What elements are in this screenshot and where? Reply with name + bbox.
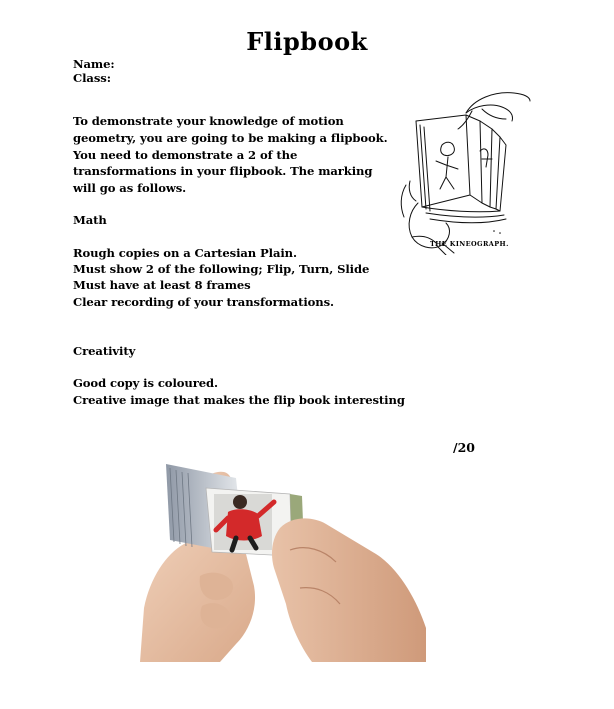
intro-line: To demonstrate your knowledge of motion xyxy=(73,114,344,128)
kinograph-caption: THE KINEOGRAPH. xyxy=(430,240,509,248)
intro-line: will go as follows. xyxy=(73,181,187,195)
math-heading: Math xyxy=(73,213,107,227)
creativity-item: Creative image that makes the flip book interesting xyxy=(73,393,405,407)
math-item: Must have at least 8 frames xyxy=(73,278,251,292)
intro-line: You need to demonstrate a 2 of the xyxy=(73,148,298,162)
math-item: Clear recording of your transformations. xyxy=(73,295,334,309)
score-total: /20 xyxy=(453,440,475,455)
flipbook-hands-photo-icon xyxy=(140,458,426,662)
kineograph-engraving-icon xyxy=(396,85,536,255)
name-field-label: Name: xyxy=(73,57,115,71)
creativity-heading: Creativity xyxy=(73,344,136,358)
page-title: Flipbook xyxy=(246,27,368,56)
math-item: Must show 2 of the following; Flip, Turn, Slide xyxy=(73,262,370,276)
intro-line: geometry, you are going to be making a flipbook. xyxy=(73,131,388,145)
creativity-item: Good copy is coloured. xyxy=(73,376,218,390)
math-item: Rough copies on a Cartesian Plain. xyxy=(73,246,297,260)
intro-line: transformations in your flipbook. The marking xyxy=(73,164,373,178)
class-field-label: Class: xyxy=(73,71,111,85)
